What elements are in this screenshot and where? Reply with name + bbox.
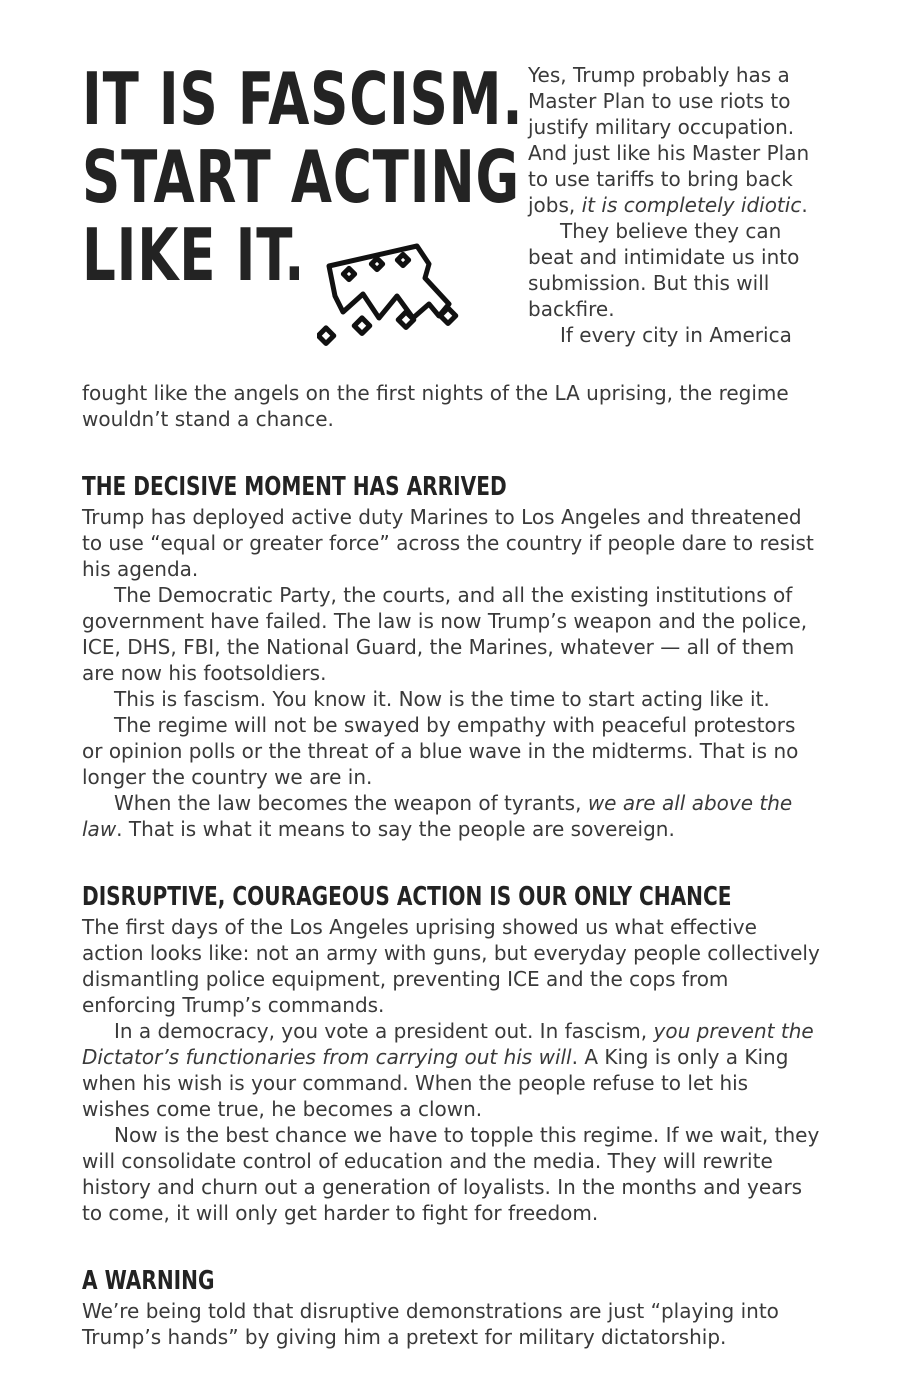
broken-crown-icon (317, 238, 467, 358)
paragraph: The Democratic Party, the courts, and all the existing institutions of government have failed. The law is now Trump’s weapon and the police, ICE, DHS, FBI, the National Guard, the Marines, whatever — all of them are now his footsoldiers. (82, 583, 808, 685)
paragraph: The first days of the Los Angeles uprising showed us what effective action looks like: not an army with guns, but everyday people collectively dismantling police equipment, preventing ICE and the cops from enforcing Trump’s commands. (82, 915, 820, 1017)
paragraph: The regime will not be swayed by empathy with peaceful protestors or opinion polls or the threat of a blue wave in the midterms. That is no longer the country we are in. (82, 713, 799, 789)
intro-column (528, 62, 828, 348)
intro-p1-text: Yes, Trump probably has a Master Plan to use riots to justify military occupation. And just like his Master Plan to use tariffs to bring back jobs, (528, 63, 810, 217)
paragraph-text: When the law becomes the weapon of tyrants, (114, 791, 588, 815)
paragraph (82, 790, 822, 842)
paragraph-text: . A King is only a King when his wish is your command. When the people refuse to let his wishes come true, he becomes a clown. (82, 1045, 789, 1121)
paragraph: Trump has deployed active duty Marines to Los Angeles and threatened to use “equal or greater force” across the country if people dare to resist his agenda. (82, 505, 814, 581)
intro-block (82, 57, 822, 378)
intro-paragraph-2: They believe they can beat and intimidate us into submission. But this will backfire. (528, 219, 800, 321)
paragraph (82, 1018, 822, 1122)
section-disruptive-action (82, 914, 822, 1226)
intro-paragraph-1 (528, 62, 828, 218)
section-heading-disruptive-action: DISRUPTIVE, COURAGEOUS ACTION IS OUR ONLY CHANCE (82, 882, 732, 912)
intro-p1-emphasis: it is completely idiotic (581, 193, 802, 217)
paragraph: Now is the best chance we have to topple this regime. If we wait, they will consolidate control of education and the media. They will rewrite history and churn out a generation of loyalists. In the months and years to come, it will only get harder to fight for freedom. (82, 1123, 820, 1225)
paragraph-emphasis: we are all above the law (82, 791, 793, 841)
intro-paragraph-3-start: If every city in America (560, 323, 792, 347)
document-page (82, 57, 822, 1350)
intro-p1-end: . (801, 193, 808, 217)
section-decisive-moment (82, 504, 822, 842)
paragraph-text: In a democracy, you vote a president out. In fascism, (114, 1019, 654, 1043)
section-heading-decisive-moment: THE DECISIVE MOMENT HAS ARRIVED (82, 472, 507, 502)
paragraph-text: . That is what it means to say the people are sovereign. (116, 817, 675, 841)
headline-line-2: START ACTING (82, 135, 520, 219)
intro-paragraph-3-rest: fought like the angels on the first nights of the LA uprising, the regime wouldn’t stand a chance. (82, 381, 789, 431)
headline-line-3: LIKE IT. (82, 213, 306, 297)
paragraph-emphasis: you prevent the Dictator’s functionaries from carrying out his will (82, 1019, 814, 1069)
section-heading-warning: A WARNING (82, 1266, 215, 1296)
section-warning (82, 1298, 822, 1350)
paragraph: We’re being told that disruptive demonstrations are just “playing into Trump’s hands” by giving him a pretext for military dictatorship. (82, 1299, 779, 1349)
headline-line-1: IT IS FASCISM. (82, 57, 524, 141)
paragraph: This is fascism. You know it. Now is the time to start acting like it. (114, 687, 770, 711)
